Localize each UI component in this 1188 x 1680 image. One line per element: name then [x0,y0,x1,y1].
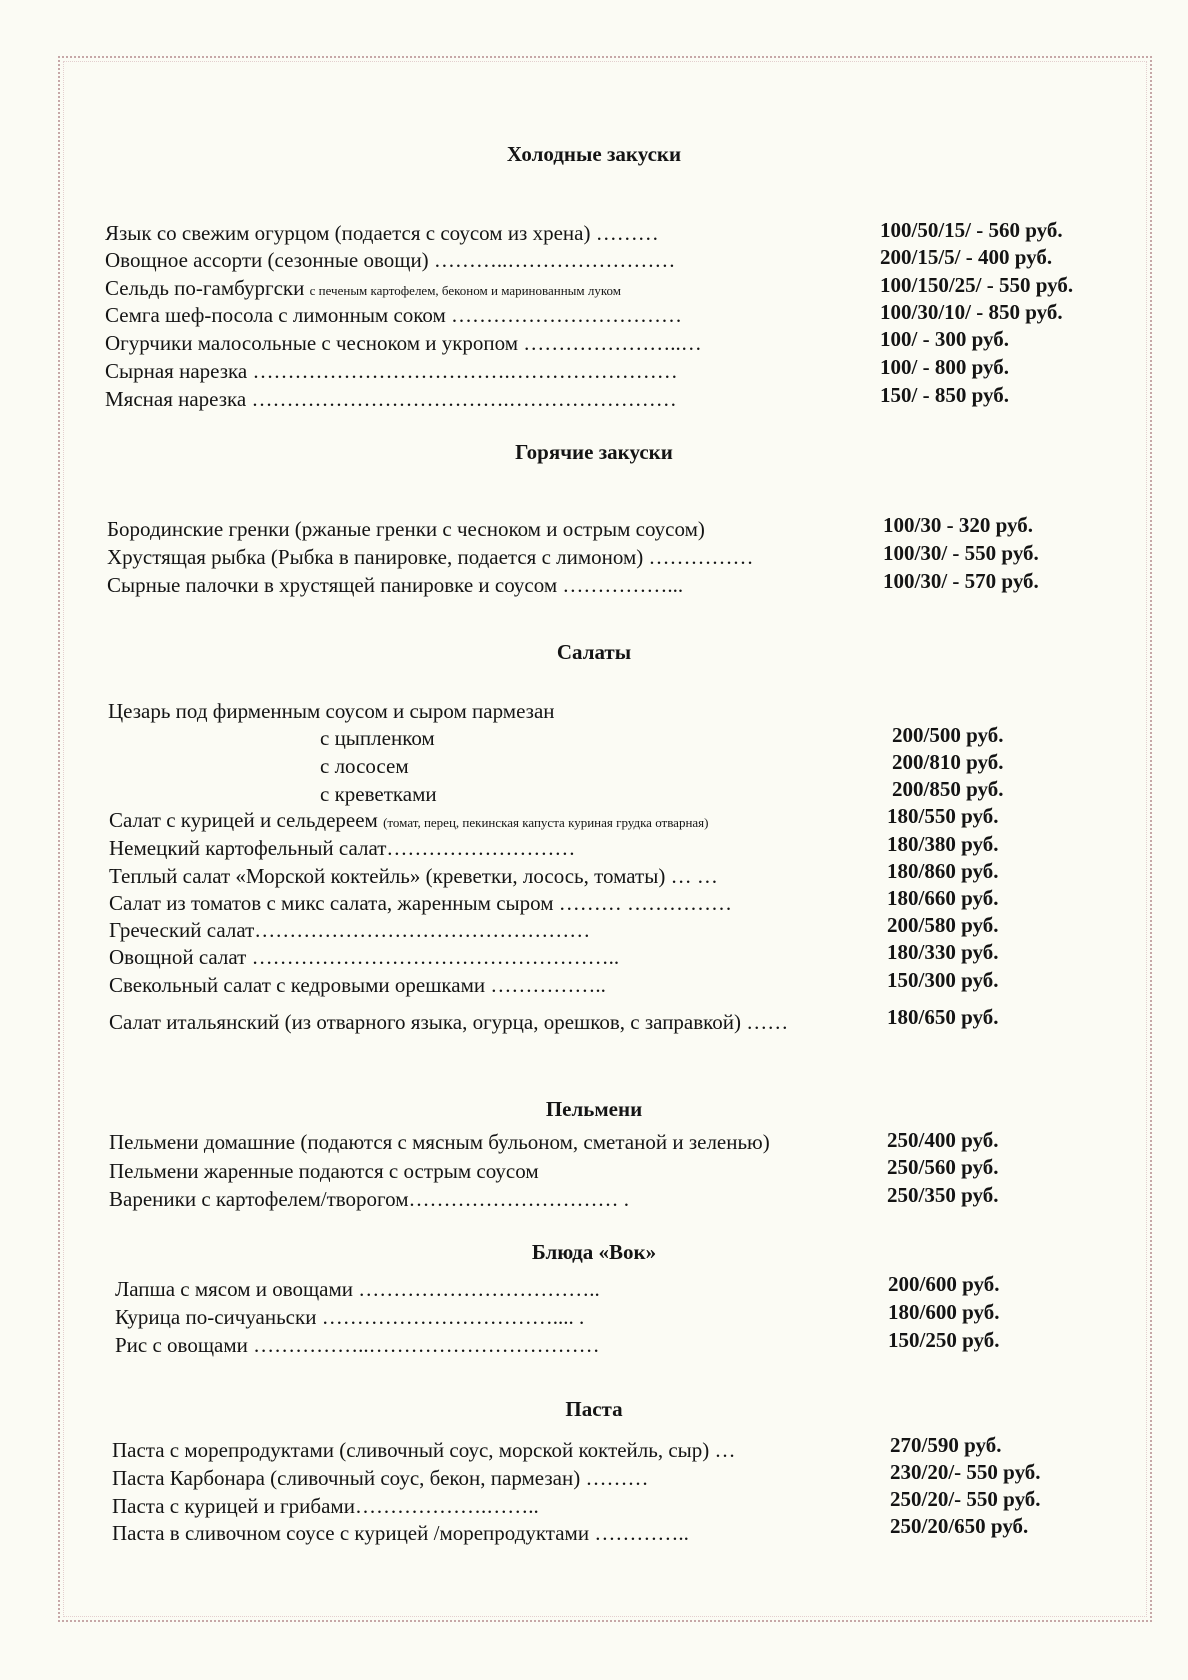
menu-item-name: Овощной салат …………………………………………….. [109,945,620,969]
menu-item-title: Салат с курицей и сельдереем [109,808,384,832]
menu-item-price: 100/ - 800 руб. [880,355,1009,379]
menu-item-name: Свекольный салат с кедровыми орешками …………….. [109,973,606,997]
section-title-cold: Холодные закуски [506,142,682,166]
menu-item-name: Паста Карбонара (сливочный соус, бекон, пармезан) ……… [112,1466,649,1490]
menu-item-price: 180/380 руб. [887,832,999,856]
menu-item-name: Салат итальянский (из отварного языка, огурца, орешков, с заправкой) …… [109,1010,789,1034]
menu-item-price: 200/580 руб. [887,913,999,937]
menu-item-name: Мясная нарезка ……………………………….…………………… [105,387,677,411]
menu-item-price: 100/30/ - 550 руб. [883,541,1039,565]
menu-item-price: 180/600 руб. [888,1300,1000,1324]
menu-item-price: 180/860 руб. [887,859,999,883]
menu-item-price: 250/20/650 руб. [890,1514,1029,1538]
menu-item-note: с печеным картофелем, беконом и маринованным луком [309,283,621,298]
menu-item-price: 150/ - 850 руб. [880,383,1009,407]
menu-item-price: 200/810 руб. [892,750,1004,774]
menu-item-name: Пельмени домашние (подаются с мясным бульоном, сметаной и зеленью) [109,1130,770,1154]
menu-item-name: Сырная нарезка ……………………………….…………………… [105,359,678,383]
menu-item-price: 250/350 руб. [887,1183,999,1207]
menu-item-price: 150/300 руб. [887,968,999,992]
menu-item-price: 100/ - 300 руб. [880,327,1009,351]
caesar-option: с креветками [320,782,437,806]
menu-item-name: Паста в сливочном соусе с курицей /морепродуктами ………….. [112,1521,689,1545]
menu-item-price: 200/850 руб. [892,777,1004,801]
menu-item-price: 200/15/5/ - 400 руб. [880,245,1053,269]
menu-item-name: Лапша с мясом и овощами …………………………….. [115,1277,600,1301]
section-title-hot: Горячие закуски [515,440,673,464]
menu-item-name: Сырные палочки в хрустящей панировке и соусом ……………... [107,573,684,597]
menu-item-name: Пельмени жаренные подаются с острым соусом [109,1159,539,1183]
section-title-pelmeni: Пельмени [545,1097,643,1121]
menu-item-name: Теплый салат «Морской коктейль» (креветки, лосось, томаты) … … [109,864,718,888]
caesar-title: Цезарь под фирменным соусом и сыром пармезан [108,699,555,723]
menu-item-name: Язык со свежим огурцом (подается с соусом из хрена) ……… [105,221,659,245]
menu-item-price: 150/250 руб. [888,1328,1000,1352]
menu-item-price: 100/50/15/ - 560 руб. [880,218,1063,242]
menu-item-price: 250/400 руб. [887,1128,999,1152]
menu-item-price: 200/600 руб. [888,1272,1000,1296]
menu-item-name: Бородинские гренки (ржаные гренки с чесноком и острым соусом) [107,517,705,541]
menu-item-price: 270/590 руб. [890,1433,1002,1457]
menu-item-name: Паста с морепродуктами (сливочный соус, морской коктейль, сыр) … [112,1438,736,1462]
menu-item-name [109,810,709,831]
menu-item-name: Огурчики малосольные с чесноком и укропом …………………..… [105,331,702,355]
menu-item-name: Вареники с картофелем/творогом………………………… . [109,1187,629,1211]
menu-item-name: Немецкий картофельный салат……………………… [109,836,576,860]
caesar-option: с лососем [320,754,409,778]
menu-item-name: Курица по-сичуаньски …………………………….... . [115,1305,585,1329]
menu-item-name: Хрустящая рыбка (Рыбка в панировке, подается с лимоном) …………… [107,545,754,569]
menu-item-name: Семга шеф-посола с лимонным соком …………………………… [105,303,683,327]
menu-item-name [105,278,621,299]
menu-item-price: 200/500 руб. [892,723,1004,747]
menu-item-price: 250/20/- 550 руб. [890,1487,1041,1511]
menu-item-name: Паста с курицей и грибами……………….…….. [112,1494,539,1518]
section-title-salads: Салаты [556,640,632,664]
menu-item-price: 180/650 руб. [887,1005,999,1029]
section-title-pasta: Паста [565,1397,623,1421]
menu-item-name: Салат из томатов с микс салата, жаренным сыром ……… …………… [109,891,733,915]
menu-item-price: 100/30/ - 570 руб. [883,569,1039,593]
menu-item-name: Овощное ассорти (сезонные овощи) ………..…………………… [105,248,676,272]
menu-item-title: Сельдь по-гамбургски [105,276,310,300]
menu-item-note: (томат, перец, пекинская капуста куриная грудка отварная) [383,815,709,830]
menu-item-price: 250/560 руб. [887,1155,999,1179]
menu-item-price: 230/20/- 550 руб. [890,1460,1041,1484]
menu-item-price: 180/660 руб. [887,886,999,910]
menu-item-price: 100/30 - 320 руб. [883,513,1033,537]
menu-item-name: Греческий салат………………………………………… [109,918,591,942]
caesar-option: с цыпленком [320,726,435,750]
menu-item-name: Рис с овощами ……………..…………………………… [115,1333,600,1357]
menu-item-price: 100/150/25/ - 550 руб. [880,273,1074,297]
menu-item-price: 180/330 руб. [887,940,999,964]
section-title-wok: Блюда «Вок» [531,1240,657,1264]
menu-item-price: 100/30/10/ - 850 руб. [880,300,1063,324]
menu-item-price: 180/550 руб. [887,804,999,828]
